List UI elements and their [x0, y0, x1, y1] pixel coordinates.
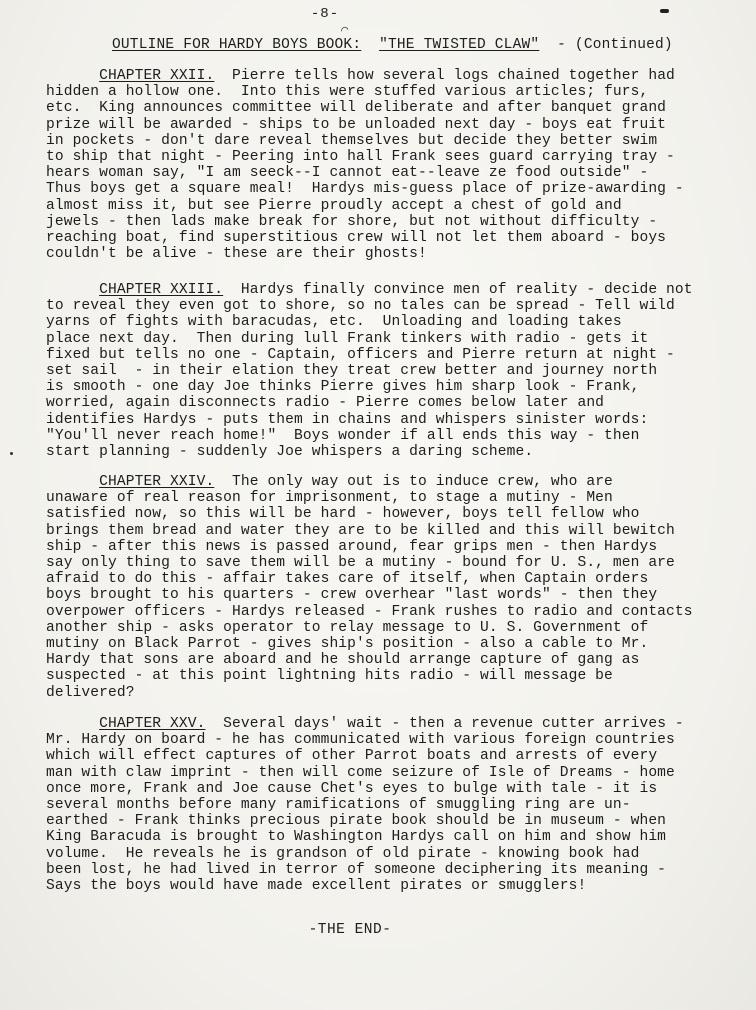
chapter-text-line: yarns of fights with baracudas, etc. Unloading and loading takes: [46, 314, 622, 331]
chapter-text-line: prize will be awarded - ships to be unloaded next day - boys eat fruit: [46, 116, 667, 133]
chapter-text-line: fixed but tells no one - Captain, officers and Pierre return at night -: [46, 346, 675, 363]
chapter-text-line: start planning - suddenly Joe whispers a daring scheme.: [46, 444, 534, 461]
ink-mark: ⌒: [339, 22, 351, 38]
chapter-heading: CHAPTER XXII.: [99, 68, 215, 84]
chapter-text-line: King Baracuda is brought to Washington Hardys call on him and show him: [46, 829, 667, 846]
chapter-first-line: [46, 474, 752, 490]
chapter-text-line: Pierre tells how several logs chained together had: [232, 68, 675, 84]
chapter-heading: CHAPTER XXV.: [99, 716, 206, 732]
chapter-text-line: mutiny on Black Parrot - gives ship's position - also a cable to Mr.: [46, 636, 649, 653]
chapter-text-line: earthed - Frank thinks precious pirate book should be in museum - when: [46, 813, 667, 830]
chapter-first-line: [46, 68, 752, 84]
chapter-text-line: Hardy that sons are aboard and he should arrange capture of gang as: [46, 652, 640, 669]
outline-title: [112, 37, 673, 53]
chapter-text-line: hears woman say, "I am seeck--I cannot eat--leave ze food outside" -: [46, 165, 649, 182]
the-end-label: -THE END-: [308, 922, 392, 938]
chapter-text-line: another ship - asks operator to relay message to U. S. Government of: [46, 619, 649, 636]
chapter-text-line: couldn't be alive - these are their ghosts!: [46, 246, 427, 263]
chapter-text-line: set sail - in their elation they treat crew better and journey north: [46, 363, 658, 380]
chapter-text-line: in pockets - don't dare reveal themselves but decide they better swim: [46, 132, 658, 149]
margin-dot: [10, 452, 13, 455]
chapter-heading: CHAPTER XXIII.: [99, 282, 224, 298]
chapter-text-line: man with claw imprint - then will come seizure of Isle of Dreams - home: [46, 764, 675, 781]
chapter-text-line: Hardys finally convince men of reality - decide not: [240, 282, 693, 298]
chapter-section: [46, 716, 752, 894]
chapter-text-line: Says the boys would have made excellent pirates or smugglers!: [46, 878, 587, 895]
title-continued: - (Continued): [557, 37, 673, 53]
chapter-text-line: once more, Frank and Joe cause Chet's eyes to bulge with tale - it is: [46, 780, 658, 797]
chapter-text-line: is smooth - one day Joe thinks Pierre gives him sharp look - Frank,: [46, 379, 640, 396]
chapter-first-line: [46, 282, 752, 298]
title-book-name: "THE TWISTED CLAW": [379, 37, 540, 53]
chapter-text-line: ship - after this news is passed around, fear grips men - then Hardys: [46, 538, 658, 555]
chapter-text-line: volume. He reveals he is grandson of old pirate - knowing book had: [46, 845, 640, 862]
chapter-text-line: worried, again disconnects radio - Pierre comes below later and: [46, 395, 605, 412]
chapter-text-line: overpower officers - Hardys released - Frank rushes to radio and contacts: [46, 603, 693, 620]
chapter-section: [46, 474, 752, 701]
chapter-text-line: Mr. Hardy on board - he has communicated with various foreign countries: [46, 732, 675, 749]
ink-blot: [660, 9, 669, 13]
chapter-text-line: Several days' wait - then a revenue cutter arrives -: [223, 716, 684, 732]
title-main: OUTLINE FOR HARDY BOYS BOOK:: [112, 37, 362, 53]
chapter-text-line: say only thing to save them will be a mutiny - bound for U. S., men are: [46, 555, 675, 572]
page-number: -8-: [310, 6, 340, 22]
chapter-text-line: satisfied now, so this will be hard - however, boys tell fellow who: [46, 506, 640, 523]
chapter-text-line: been lost, he had lived in terror of someone deciphering its meaning -: [46, 861, 667, 878]
chapter-first-line: [46, 716, 752, 732]
chapter-text-line: place next day. Then during lull Frank tinkers with radio - gets it: [46, 330, 649, 347]
chapter-text-line: afraid to do this - affair takes care of itself, when Captain orders: [46, 571, 649, 588]
chapter-text-line: etc. King announces committee will deliberate and after banquet grand: [46, 100, 667, 117]
chapter-text-line: The only way out is to induce crew, who are: [232, 474, 613, 490]
chapter-text-line: which will effect captures of other Parrot boats and arrests of every: [46, 748, 658, 765]
chapter-text-line: jewels - then lads make break for shore, but not without difficulty -: [46, 213, 658, 230]
chapter-text-line: Thus boys get a square meal! Hardys mis-guess place of prize-awarding -: [46, 181, 684, 198]
chapter-text-line: identifies Hardys - puts them in chains and whispers sinister words:: [46, 411, 649, 428]
chapter-text-line: hidden a hollow one. Into this were stuffed various articles; furs,: [46, 84, 649, 101]
chapter-text-line: boys brought to his quarters - crew overhear "last words" - then they: [46, 587, 658, 604]
chapter-text-line: several months before many ramifications of smuggling ring are un-: [46, 797, 631, 814]
chapter-heading: CHAPTER XXIV.: [99, 474, 215, 490]
chapter-text-line: to reveal they even got to shore, so no tales can be spread - Tell wild: [46, 298, 675, 315]
chapter-section: [46, 282, 752, 460]
chapter-text-line: to ship that night - Peering into hall Frank sees guard carrying tray -: [46, 149, 675, 166]
chapter-text-line: reaching boat, find superstitious crew will not let them aboard - boys: [46, 230, 667, 247]
chapter-text-line: unaware of real reason for imprisonment, to stage a mutiny - Men: [46, 490, 613, 507]
chapter-text-line: delivered?: [46, 684, 135, 701]
chapter-text-line: almost miss it, but see Pierre proudly accept a chest of gold and: [46, 197, 622, 214]
chapter-section: [46, 68, 752, 262]
chapter-text-line: brings them bread and water they are to be killed and this will bewitch: [46, 522, 675, 539]
chapter-text-line: suspected - at this point lightning hits radio - will message be: [46, 668, 613, 685]
chapter-text-line: "You'll never reach home!" Boys wonder if all ends this way - then: [46, 427, 640, 444]
